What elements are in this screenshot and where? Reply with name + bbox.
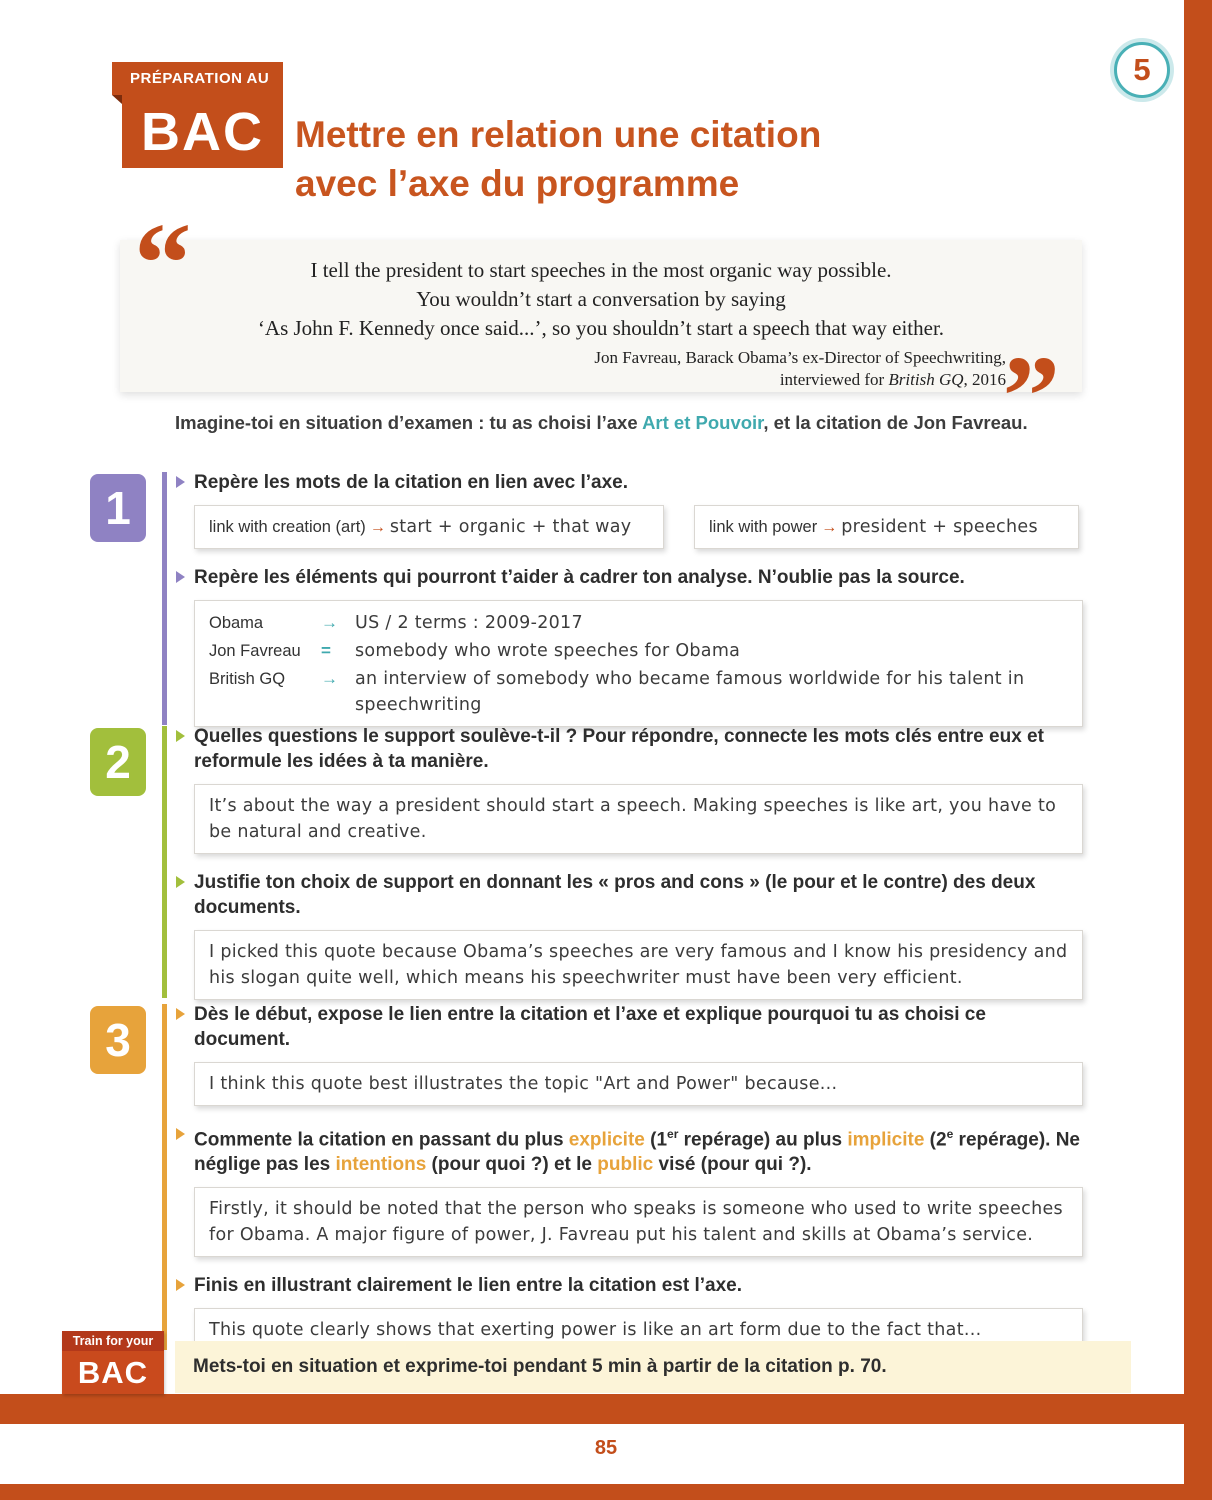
text-fragment: repérage) au plus — [678, 1129, 848, 1151]
answer-box-link-art — [194, 505, 664, 549]
highlight-intentions: intentions — [335, 1154, 427, 1176]
bac-badge — [122, 95, 283, 168]
section-3-rule — [162, 1004, 167, 1350]
step-bullet-icon — [176, 876, 185, 888]
open-quote-icon: “ — [134, 200, 192, 327]
arrow-icon: → — [321, 669, 338, 688]
step-label: Repère les mots de la citation en lien avec l’axe. — [194, 472, 629, 493]
step — [176, 724, 1085, 774]
prep-ribbon — [112, 62, 283, 95]
intro-text-before: Imagine-toi en situation d’examen : tu as choisi l’axe — [175, 412, 643, 433]
answer-box — [194, 784, 1083, 854]
arrow-icon: → — [369, 519, 386, 536]
handwritten-answer: somebody who wrote speeches for Obama — [355, 641, 741, 661]
handwritten-answer: I picked this quote because Obama’s speeches are very famous and I know his presidency and his slogan quite well, which means his speechwriter must have been very efficient. — [209, 942, 1068, 988]
source-name: British GQ — [209, 670, 286, 688]
source-name: Jon Favreau — [209, 642, 301, 660]
attribution-suffix: , 2016 — [963, 370, 1006, 389]
train-for-your-bac-badge — [62, 1331, 164, 1394]
source-row — [209, 637, 1068, 665]
page-edge-bottom-bar — [0, 1394, 1212, 1424]
answer-box — [194, 930, 1083, 1000]
unit-number: 5 — [1133, 52, 1151, 87]
quote-line-2: You wouldn’t start a conversation by saying — [416, 287, 786, 311]
step-bullet-icon — [176, 571, 185, 583]
source-row — [209, 609, 1068, 637]
superscript: e — [946, 1127, 954, 1141]
section-3-number: 3 — [90, 1006, 146, 1074]
handwritten-answer: Firstly, it should be noted that the person who speaks is someone who used to write speeches for Obama. A major figure of power, J. Favreau put his talent and skills at Obama’s service. — [209, 1199, 1063, 1246]
step-label: Quelles questions le support soulève-t-il ? Pour répondre, connecte les mots clés entre eux et reformule les idées à ta manière. — [194, 726, 1044, 772]
section-2-number: 2 — [90, 728, 146, 796]
arrow-icon: → — [821, 519, 838, 536]
section-3 — [90, 1000, 1085, 1352]
handwritten-answer: start + organic + that way — [389, 517, 632, 537]
footer-task-text: Mets-toi en situation et exprime-toi pendant 5 min à partir de la citation p. 70. — [193, 1356, 887, 1377]
section-2-content — [176, 722, 1085, 1000]
handwritten-answer: US / 2 terms : 2009-2017 — [355, 613, 583, 633]
section-1-number: 1 — [90, 474, 146, 542]
page-title — [295, 110, 821, 208]
section-1-rule — [162, 472, 167, 725]
text-fragment: visé (pour qui ?). — [653, 1154, 812, 1176]
section-1 — [90, 468, 1085, 727]
page-title-line1: Mettre en relation une citation — [295, 114, 822, 155]
step-bullet-icon — [176, 1128, 185, 1140]
answer-box — [194, 1062, 1083, 1106]
step — [176, 1273, 1085, 1298]
step — [176, 470, 1085, 495]
unit-number-badge — [1114, 42, 1170, 98]
highlight-explicite: explicite — [568, 1129, 645, 1151]
step-bullet-icon — [176, 1008, 185, 1020]
equals-icon: = — [321, 641, 331, 660]
page-title-line2: avec l’axe du programme — [295, 163, 740, 204]
page-number-value: 85 — [594, 1437, 618, 1459]
highlight-implicite: implicite — [847, 1129, 925, 1151]
quote-line-1: I tell the president to start speeches in the most organic way possible. — [310, 258, 892, 282]
intro-text-after: , et la citation de Jon Favreau. — [763, 412, 1028, 433]
source-name: Obama — [209, 614, 264, 632]
section-1-content — [176, 468, 1085, 727]
handwritten-answer: president + speeches — [841, 517, 1038, 537]
axis-label: Art et Pouvoir — [642, 412, 764, 433]
train-badge-main-label: BAC — [62, 1351, 164, 1394]
ribbon-fold — [112, 95, 122, 104]
text-fragment: Commente la citation en passant du plus — [194, 1129, 569, 1151]
highlight-public: public — [597, 1154, 654, 1176]
answer-row — [194, 505, 1083, 549]
train-badge-top-label: Train for your — [62, 1331, 164, 1351]
step — [176, 870, 1085, 920]
bac-badge-label: BAC — [141, 101, 264, 162]
page-edge-right — [1184, 0, 1212, 1500]
page-edge-bottom-strip — [0, 1484, 1212, 1500]
attribution-prefix: interviewed for — [779, 370, 889, 389]
handwritten-answer: This quote clearly shows that exerting power is like an art form due to the fact that... — [209, 1320, 982, 1341]
answer-box-sources — [194, 600, 1083, 727]
step-label: Finis en illustrant clairement le lien entre la citation est l’axe. — [194, 1275, 743, 1297]
quote-attribution — [190, 347, 1012, 391]
step-label: Dès le début, expose le lien entre la citation et l’axe et explique pourquoi tu as choisi ce document. — [194, 1004, 986, 1050]
step-label-mixed — [194, 1122, 1085, 1177]
page-number — [0, 1437, 1212, 1460]
step — [176, 1122, 1085, 1177]
arrow-icon: → — [321, 613, 338, 632]
close-quote-icon: ” — [1002, 333, 1060, 460]
step — [176, 565, 1085, 590]
handwritten-answer: It’s about the way a president should start a speech. Making speeches is like art, you have to be natural and creative. — [209, 796, 1057, 842]
section-2 — [90, 722, 1085, 1000]
step-bullet-icon — [176, 1279, 185, 1291]
answer-box-link-power — [694, 505, 1079, 549]
text-fragment: (1 — [644, 1129, 668, 1151]
text-fragment: (2 — [924, 1129, 947, 1151]
superscript: er — [667, 1127, 679, 1141]
footer-task-banner — [175, 1341, 1131, 1393]
text-fragment: (pour quoi ?) et le — [426, 1154, 598, 1176]
step-label: Justifie ton choix de support en donnant les « pros and cons » (le pour et le contre) des deux documents. — [194, 872, 1036, 918]
section-2-rule — [162, 726, 167, 998]
section-3-content — [176, 1000, 1085, 1352]
text-fragment: repérage). Ne néglige pas les — [194, 1129, 1081, 1176]
attribution-line1: Jon Favreau, Barack Obama’s ex-Director of Speechwriting, — [594, 348, 1006, 367]
step-bullet-icon — [176, 476, 185, 488]
handwritten-answer: I think this quote best illustrates the topic "Art and Power" because... — [209, 1074, 838, 1094]
step-label: Repère les éléments qui pourront t’aider à cadrer ton analyse. N’oublie pas la source. — [194, 567, 965, 588]
source-row — [209, 665, 1068, 718]
attribution-source: British GQ — [888, 370, 964, 389]
answer-prefix: link with power — [709, 518, 818, 536]
quote-line-3: ‘As John F. Kennedy once said...’, so you shouldn’t start a speech that way either. — [257, 316, 945, 340]
answer-prefix: link with creation (art) — [209, 518, 366, 536]
answer-box — [194, 1187, 1083, 1257]
step — [176, 1002, 1085, 1052]
step-bullet-icon — [176, 730, 185, 742]
intro-line — [175, 412, 1125, 434]
handwritten-answer: an interview of somebody who became famous worldwide for his talent in speechwriting — [355, 669, 1025, 715]
prep-ribbon-label: PRÉPARATION AU — [130, 70, 270, 87]
